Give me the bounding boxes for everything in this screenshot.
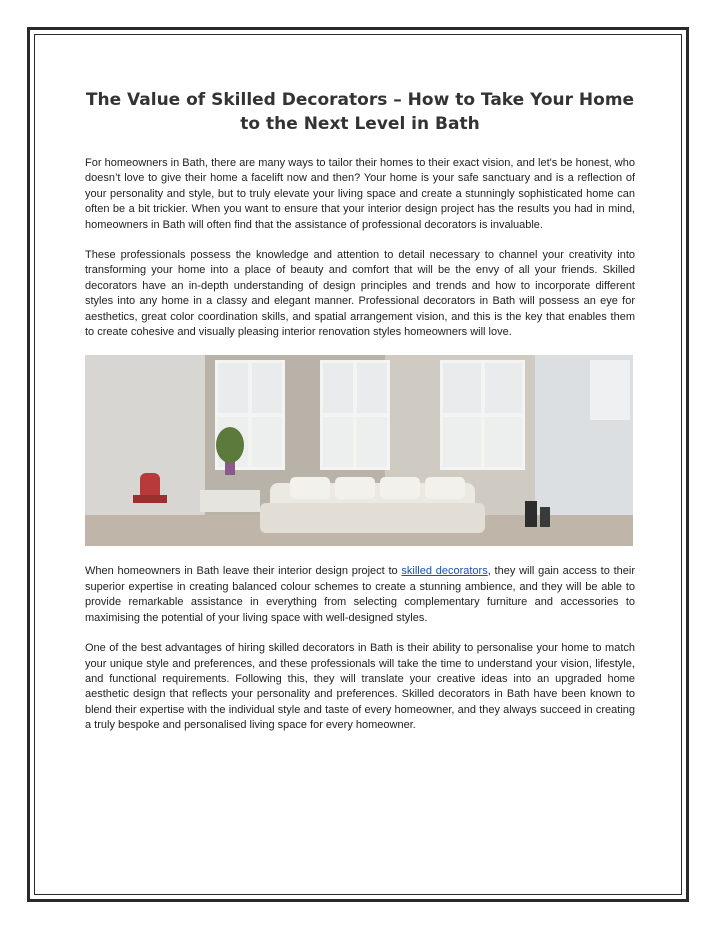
paragraph-3 bbox=[85, 564, 635, 626]
document-body bbox=[85, 88, 635, 749]
skilled-decorators-link[interactable]: skilled decorators bbox=[401, 565, 488, 578]
paragraph-4: One of the best advantages of hiring skilled decorators in Bath is their ability to personalise your home to match your unique style and preferences, and these professionals will take the time to understand your vision, lifestyle, and functional requirements. Following this, they will translate your creative ideas into an upgraded home aesthetic design that reflects your personality and preferences. Skilled decorators in Bath have been known to blend their expertise with the individual style and taste of every homeowner, and they always succeed in creating a truly bespoke and personalised living space for every homeowner. bbox=[85, 642, 635, 732]
document-title: The Value of Skilled Decorators – How to Take Your Home to the Next Level in Bath bbox=[85, 90, 635, 134]
paragraph-3-text-start: When homeowners in Bath leave their interior design project to bbox=[85, 565, 402, 578]
paragraph-3-text-end: , they will gain access to their superior expertise in creating balanced colour schemes to create a stunning ambience, and they will be able to provide remarkable assistance in everything from selecting complementary furniture and accessories to maximising the potential of your living space with well-designed styles. bbox=[85, 565, 635, 624]
paragraph-1: For homeowners in Bath, there are many ways to tailor their homes to their exact vision, and let's be honest, who doesn’t love to give their home a facelift now and then? Your home is your safe sanctuary and is a reflection of your personality and style, but to truly elevate your living space and create a stunningly sophisticated home can often be a bit trickier. When you want to ensure that your interior design project has the results you had in mind, homeowners in Bath will often find that the assistance of professional decorators is invaluable. bbox=[85, 157, 635, 231]
living-room-photo bbox=[85, 355, 633, 546]
paragraph-2: These professionals possess the knowledge and attention to detail necessary to channel your creativity into transforming your home into a place of beauty and comfort that will be the envy of all your friends. Skilled decorators have an in-depth understanding of design principles and trends and how to incorporate different styles into any home in a classy and elegant manner. Professional decorators in Bath will possess an eye for aesthetics, great color coordination skills, and spatial arrangement vision, and this is the key that enables them to create cohesive and visually pleasing interior renovation styles homeowners will love. bbox=[85, 249, 635, 339]
